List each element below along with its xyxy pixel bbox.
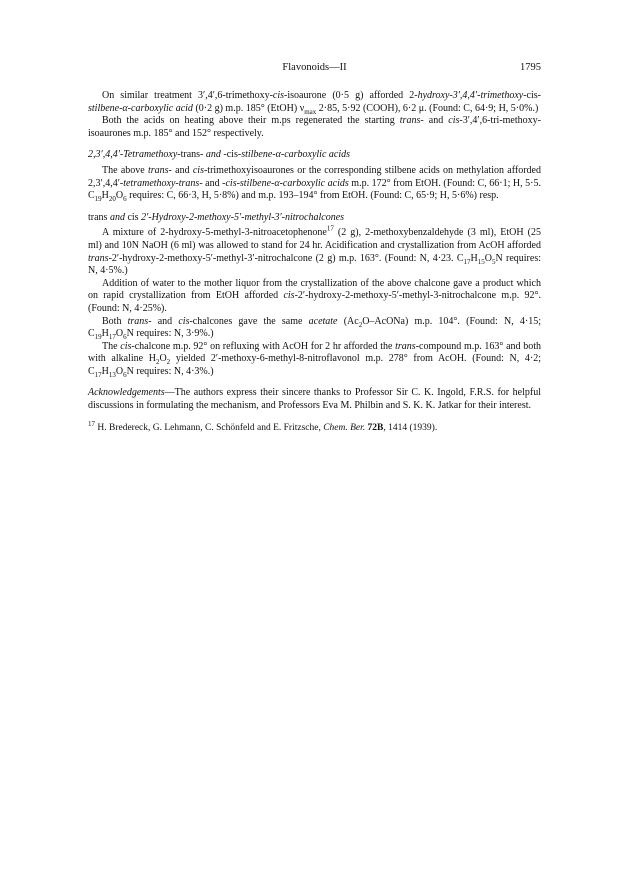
text-run: O <box>115 190 124 202</box>
text-run: cis- <box>526 90 541 101</box>
subscript: 2 <box>155 358 160 367</box>
running-head <box>88 62 541 78</box>
subscript: 15 <box>477 257 485 266</box>
paragraph-methylation <box>88 165 541 203</box>
section-heading-nitrochalcones <box>88 212 541 225</box>
italic-run: stilbene-α-carboxylic acids <box>241 149 351 161</box>
subscript: 6 <box>123 333 127 342</box>
text-run: H <box>101 328 109 340</box>
text-run: 2·85, 5·92 (COOH), 6·2 μ. (Found: C, 64·9; H, 5·0%.) <box>316 102 539 114</box>
section-heading-tetramethoxy <box>88 149 541 162</box>
italic-run: 2,3′,4,4′-Tetramethoxy- <box>88 149 181 161</box>
text-run: -chalcones gave the same <box>189 315 309 327</box>
text-run: N requires: N, 4·3%.) <box>126 365 214 377</box>
italic-run: trans- <box>147 164 172 176</box>
subscript: 19 <box>94 333 102 342</box>
italic-run: trans- <box>399 115 424 127</box>
text-run: -compound m.p. 163° and both with alkaline H <box>88 340 541 365</box>
text-run: O <box>484 252 492 264</box>
italic-run: Acknowledgements <box>88 387 165 399</box>
italic-run: trans <box>88 252 109 264</box>
text-run: H <box>470 252 478 264</box>
text-run: , 1414 (1939). <box>383 422 438 433</box>
italic-run: Chem. Ber. <box>323 422 366 433</box>
italic-run: tetramethoxy-trans- <box>123 177 203 189</box>
text-run: The <box>102 340 121 352</box>
text-run: Both the acids on heating above their m.ps regenerated the starting <box>102 115 400 127</box>
text-run: m.p. 172° from EtOH. (Found: C, 66·1; H, 5·5. C <box>88 177 541 202</box>
paragraph-acids-heating <box>88 115 541 140</box>
subscript: 2 <box>166 358 171 367</box>
text-run: O–AcONa) m.p. 104°. (Found: N, 4·15; C <box>88 315 541 340</box>
paragraph-refluxing <box>88 341 541 379</box>
italic-run: cis <box>192 164 204 176</box>
text-run: O <box>115 328 124 340</box>
italic-run: cis <box>120 340 132 352</box>
subscript: 17 <box>463 257 471 266</box>
text-run: and <box>423 115 449 127</box>
reference-superscript: 17 <box>326 225 334 234</box>
page-number: 1795 <box>520 62 541 73</box>
text-run: cis- <box>226 149 242 161</box>
text-run: Both <box>102 315 128 327</box>
italic-run: hydroxy-3′,4,4′-trimethoxy- <box>417 90 527 101</box>
text-run: The above <box>102 164 148 176</box>
footnote-reference-17 <box>88 419 541 435</box>
text-run: cis <box>127 211 139 223</box>
text-run: trans- <box>180 149 204 161</box>
subscript: 6 <box>123 195 127 204</box>
text-run: -3′,4′,6-tri-methoxy-isoaurones m.p. 185° and 152° respectively. <box>88 115 541 139</box>
text-run: N requires: N, 3·9%.) <box>126 328 214 340</box>
italic-run: and <box>107 211 128 223</box>
text-run: A mixture of 2-hydroxy-5-methyl-3-nitroacetophenone <box>102 227 327 239</box>
text-run: - and <box>148 315 179 327</box>
paragraph-mixture <box>88 227 541 277</box>
subscript: 13 <box>108 370 116 379</box>
text-run: H <box>101 365 109 377</box>
italic-run: trans <box>395 340 416 352</box>
text-run: yielded 2′-methoxy-6-methyl-8-nitroflavonol m.p. 278° from AcOH. (Found: N, 4·2; C <box>88 353 541 377</box>
text-run: H. Bredereck, G. Lehmann, C. Schönfeld and E. Fritzsche, <box>95 422 324 433</box>
subscript: 20 <box>108 195 116 204</box>
paragraph-isoaurone-treatment <box>88 90 541 115</box>
text-run: O <box>159 353 167 365</box>
text-run: -2′-hydroxy-2-methoxy-5′-methyl-3′-nitrochalcone (2 g) m.p. 163°. (Found: N, 4·23. C <box>108 252 464 264</box>
text-run: —The authors express their sincere thanks to Professor Sir C. K. Ingold, F.R.S. for helpful discussions in formulating the mechanism, and Professors Eva M. Philbin and S. K. K. Jatkar for their interest. <box>88 387 541 412</box>
acknowledgements <box>88 387 541 412</box>
subscript: 5 <box>491 257 496 266</box>
text-run: (2 g), 2-methoxybenzaldehyde (3 ml), EtOH (25 ml) and 10N NaOH (6 ml) was allowed to stand for 24 hr. Acidification and crystallization from AcOH afforded <box>88 227 541 251</box>
text-run: (Ac <box>337 315 359 327</box>
text-run: N requires: N, 4·5%.) <box>88 252 541 277</box>
subscript: 6 <box>123 370 127 379</box>
subscript: 17 <box>108 333 116 342</box>
bold-run: 72B <box>365 422 384 433</box>
text-run: -2′-hydroxy-2-methoxy-5′-methyl-3-nitrochalcone m.p. 92°. (Found: N, 4·25%). <box>88 290 541 314</box>
footnote-marker: 17 <box>88 419 95 428</box>
paragraph-acetate <box>88 316 541 341</box>
text-run: (0·2 g) m.p. 185° (EtOH) ν <box>192 102 305 114</box>
subscript: 2 <box>358 320 363 329</box>
text-run: -trimethoxyisoaurones or the corresponding stilbene acids on methylation afforded 2,3′,4,4′- <box>88 164 541 189</box>
text-run: H <box>101 190 109 202</box>
italic-run: acetate <box>308 315 338 327</box>
subscript: 17 <box>94 370 102 379</box>
subscript: 19 <box>94 195 102 204</box>
italic-run: 2′-Hydroxy-2-methoxy-5′-methyl-3′-nitrochalcones <box>138 211 345 223</box>
text-run: trans <box>88 211 108 223</box>
text-run: -isoaurone (0·5 g) afforded 2- <box>284 90 418 101</box>
text-run: O <box>115 365 124 377</box>
italic-run: cis <box>448 115 460 127</box>
text-run: and <box>171 164 193 176</box>
italic-run: cis <box>178 315 190 327</box>
text-run: Addition of water to the mother liquor from the crystallization of the above chalcone gave a product which on rapid crystallization from EtOH afforded <box>88 277 541 302</box>
text-run: -chalcone m.p. 92° on refluxing with AcOH for 2 hr afforded the <box>131 340 396 352</box>
italic-run: trans <box>127 315 149 327</box>
italic-run: stilbene-α-carboxylic acid <box>88 102 193 114</box>
body-text <box>88 90 541 434</box>
italic-run: cis <box>283 290 295 302</box>
italic-run: cis <box>272 90 285 101</box>
italic-run: -cis-stilbene-α-carboxylic acids <box>222 177 349 189</box>
running-title: Flavonoids—II <box>282 62 347 73</box>
text-run: On similar treatment 3′,4′,6-trimethoxy- <box>102 90 273 101</box>
text-run: requires: C, 66·3, H, 5·8%) and m.p. 193–194° from EtOH. (Found: C, 65·9; H, 5·6%) resp. <box>126 190 499 202</box>
text-run: and <box>202 177 223 189</box>
paragraph-water-addition <box>88 278 541 316</box>
subscript: max <box>304 107 317 116</box>
italic-run: and - <box>203 149 227 161</box>
